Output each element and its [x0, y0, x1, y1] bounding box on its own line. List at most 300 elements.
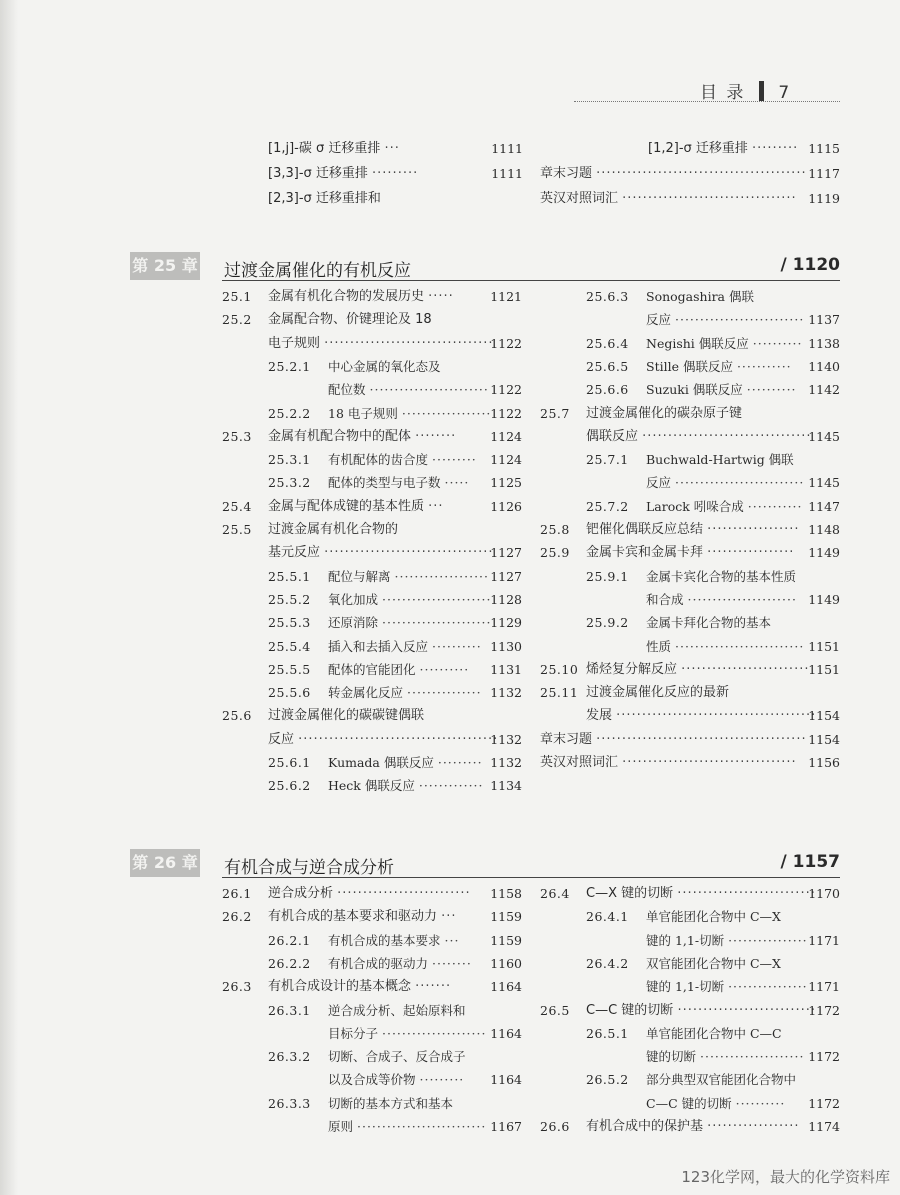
- toc-entry[interactable]: [540, 472, 840, 494]
- toc-entry-title: [646, 566, 796, 588]
- toc-entry-title: [646, 1093, 785, 1115]
- toc-entry-page: 1126: [490, 498, 522, 514]
- toc-entry[interactable]: [540, 403, 840, 425]
- toc-leader-dots: ········: [415, 428, 457, 444]
- toc-entry[interactable]: [540, 659, 840, 681]
- toc-entry-number: 26.1: [222, 886, 252, 901]
- toc-entry[interactable]: [540, 542, 840, 564]
- toc-entry[interactable]: [540, 1000, 840, 1022]
- toc-entry[interactable]: [222, 659, 522, 681]
- toc-entry-page: 1167: [490, 1119, 522, 1134]
- toc-leader-dots: ··································: [622, 191, 797, 206]
- toc-entry[interactable]: [222, 519, 522, 541]
- toc-leader-dots: ···: [384, 141, 400, 156]
- toc-entry-number: 26.3.1: [268, 1002, 311, 1018]
- toc-entry-title: [646, 953, 781, 975]
- toc-entry-title: [268, 542, 494, 564]
- toc-entry-number: 25.9.2: [586, 615, 629, 631]
- toc-leader-dots: ··························: [675, 475, 805, 491]
- toc-entry[interactable]: [540, 1046, 840, 1068]
- toc-entry-number: 25.6.2: [268, 778, 311, 794]
- toc-entry-number: 25.3.2: [268, 475, 311, 491]
- toc-entry[interactable]: [540, 682, 840, 704]
- toc-leader-dots: ·················: [707, 545, 795, 561]
- toc-leader-dots: ·······································: [616, 708, 817, 724]
- toc-entry-page: 1125: [490, 475, 522, 491]
- toc-entry-title-text: 基元反应: [268, 545, 321, 561]
- toc-entry-title: [586, 1116, 798, 1138]
- toc-entry[interactable]: [540, 309, 840, 331]
- toc-entry[interactable]: [540, 188, 840, 210]
- toc-entry-title-text: 单官能团化合物中 C—X: [646, 909, 781, 925]
- toc-leader-dots: ··········: [735, 1095, 786, 1111]
- toc-leader-dots: ················: [728, 932, 808, 948]
- toc-entry-number: 25.1: [222, 289, 252, 304]
- toc-entry-title-text: 还原消除: [328, 615, 379, 631]
- toc-leader-dots: ·································: [642, 428, 812, 444]
- toc-entry-title-text: 逆合成分析: [268, 886, 334, 901]
- toc-leader-dots: ·············: [418, 778, 484, 794]
- toc-entry-title-text: 有机合成中的保护基: [586, 1119, 704, 1134]
- toc-entry-title: [586, 403, 742, 425]
- toc-entry-page: 1164: [490, 1072, 522, 1088]
- toc-entry-title: [646, 449, 794, 471]
- toc-entry-number: 25.6.3: [586, 289, 629, 304]
- toc-entry[interactable]: [222, 356, 522, 378]
- toc-entry-title: [648, 138, 798, 160]
- toc-entry-title-text: 章末习题: [540, 166, 593, 181]
- toc-entry[interactable]: [222, 1023, 522, 1045]
- toc-entry[interactable]: [268, 138, 523, 160]
- toc-entry-title-text: C—C 键的切断: [586, 1002, 674, 1018]
- toc-entry-page: 1171: [808, 979, 840, 995]
- toc-entry-title-text: Larock 吲哚合成: [646, 498, 744, 514]
- toc-entry-page: 1132: [490, 755, 522, 770]
- toc-entry-title: [586, 705, 817, 727]
- toc-entry-number: 26.3.3: [268, 1095, 311, 1111]
- toc-entry-title-text: 键的 1,1-切断: [646, 932, 725, 948]
- toc-leader-dots: ·········: [372, 166, 419, 181]
- toc-entry-title: [328, 566, 489, 588]
- toc-entry-number: 26.2.2: [268, 955, 311, 971]
- toc-entry[interactable]: [540, 1023, 840, 1045]
- toc-entry-number: 25.6.5: [586, 358, 629, 374]
- toc-entry-title: [328, 752, 483, 774]
- toc-entry-title: [328, 1023, 487, 1045]
- toc-entry-title-text: 有机配体的齿合度: [328, 452, 429, 468]
- toc-entry-title-text: 切断、合成子、反合成子: [328, 1049, 466, 1065]
- toc-entry[interactable]: [222, 1046, 522, 1068]
- toc-entry-title: [268, 496, 444, 518]
- toc-leader-dots: ··········: [746, 382, 797, 398]
- toc-entry[interactable]: [222, 682, 522, 704]
- toc-entry-page: 1127: [490, 568, 522, 584]
- toc-leader-dots: ···········: [747, 498, 803, 514]
- toc-entry[interactable]: [222, 906, 522, 928]
- toc-leader-dots: ·························: [681, 661, 810, 677]
- toc-entry-page: 1151: [808, 661, 840, 677]
- toc-leader-dots: ·········································: [596, 166, 807, 181]
- toc-entry-title: [646, 1046, 805, 1068]
- toc-entry[interactable]: [540, 636, 840, 658]
- toc-entry-page: 1122: [490, 405, 522, 421]
- toc-entry-number: 25.3.1: [268, 452, 311, 468]
- toc-leader-dots: ·········: [752, 141, 799, 156]
- toc-entry[interactable]: [222, 976, 522, 998]
- toc-entry-number: 25.8: [540, 522, 570, 537]
- toc-entry[interactable]: [222, 705, 522, 727]
- toc-entry[interactable]: [540, 426, 840, 448]
- toc-entry-title: [328, 1116, 487, 1138]
- toc-entry-title-text: 钯催化偶联反应总结: [586, 522, 704, 537]
- toc-entry-title: [268, 976, 451, 998]
- toc-entry[interactable]: [222, 1093, 522, 1115]
- toc-entry-page: 1172: [808, 1049, 840, 1065]
- toc-entry-title-text: 烯烃复分解反应: [586, 661, 678, 677]
- toc-entry[interactable]: [540, 138, 840, 160]
- toc-entry-title: [328, 1069, 464, 1091]
- toc-entry-title-text: Kumada 偶联反应: [328, 755, 434, 770]
- toc-entry-page: 1122: [490, 382, 522, 398]
- toc-leader-dots: ···: [444, 932, 460, 948]
- toc-entry-title: [646, 286, 754, 308]
- watermark: 123化学网，最大的化学资料库: [681, 1168, 890, 1186]
- toc-entry[interactable]: [540, 953, 840, 975]
- toc-entry-number: 25.5.2: [268, 591, 311, 607]
- toc-entry-title: [268, 286, 454, 308]
- toc-entry-number: 25.2: [222, 312, 252, 328]
- toc-entry-title-text: 金属有机化合物的发展历史: [268, 289, 425, 304]
- toc-entry-title: [586, 682, 729, 704]
- toc-leader-dots: ·········: [432, 452, 477, 468]
- toc-entry-title: [328, 449, 477, 471]
- toc-entry-number: 26.5.2: [586, 1072, 629, 1088]
- toc-leader-dots: ···············: [407, 685, 482, 701]
- toc-entry[interactable]: [222, 286, 522, 308]
- toc-entry[interactable]: [222, 775, 522, 797]
- toc-entry[interactable]: [222, 472, 522, 494]
- toc-entry-number: 25.6.1: [268, 755, 311, 770]
- page-edge-shadow: [0, 0, 18, 1195]
- toc-entry[interactable]: [222, 1000, 522, 1022]
- toc-entry[interactable]: [540, 163, 840, 185]
- toc-entry-number: 26.4.2: [586, 955, 629, 971]
- toc-entry[interactable]: [540, 519, 840, 541]
- toc-entry[interactable]: [540, 589, 840, 611]
- toc-entry-page: 1137: [808, 312, 840, 328]
- toc-entry-title-text: 性质: [646, 638, 672, 654]
- toc-leader-dots: ························: [369, 382, 489, 398]
- toc-entry-title-text: Suzuki 偶联反应: [646, 382, 743, 398]
- toc-leader-dots: ······················: [687, 591, 797, 607]
- toc-entry-title-text: 金属卡拜化合物的基本: [646, 615, 772, 631]
- toc-entry-title-text: 有机合成的基本要求和驱动力: [268, 909, 438, 925]
- toc-entry[interactable]: [222, 449, 522, 471]
- toc-entry-title-text: 金属配合物、价键理论及 18: [268, 312, 432, 328]
- toc-entry[interactable]: [540, 1116, 840, 1138]
- toc-entry-page: 1172: [808, 1095, 840, 1111]
- toc-entry-title-text: 键的切断: [646, 1049, 697, 1065]
- toc-entry-title-text: Buchwald-Hartwig 偶联: [646, 452, 794, 468]
- toc-entry-page: 1132: [490, 731, 522, 747]
- toc-entry-title: [268, 188, 381, 210]
- toc-entry-title-text: 有机合成的基本要求: [328, 932, 441, 948]
- toc-leader-dots: ·····················: [382, 1025, 487, 1041]
- toc-entry-number: 26.5.1: [586, 1025, 629, 1041]
- toc-entry[interactable]: [222, 496, 522, 518]
- toc-entry[interactable]: [222, 403, 522, 425]
- toc-entry[interactable]: [540, 1093, 840, 1115]
- chapter-title: 有机合成与逆合成分析: [224, 858, 394, 878]
- toc-entry-title-text: C—C 键的切断: [646, 1095, 732, 1111]
- toc-entry-title-text: 切断的基本方式和基本: [328, 1095, 454, 1111]
- toc-entry[interactable]: [540, 976, 840, 998]
- toc-entry-title-text: 英汉对照词汇: [540, 755, 619, 770]
- toc-entry-title-text: 反应: [646, 475, 672, 491]
- toc-entry-title-text: [2,3]-σ 迁移重排和: [268, 191, 381, 206]
- toc-entry-title: [268, 138, 400, 160]
- toc-entry-title-text: [1,j]-碳 σ 迁移重排: [268, 141, 381, 156]
- toc-entry[interactable]: [222, 930, 522, 952]
- toc-leader-dots: ·······: [415, 979, 452, 995]
- toc-entry-number: 25.5.6: [268, 685, 311, 701]
- toc-entry-title: [328, 1000, 466, 1022]
- chapter-rule: [222, 877, 840, 878]
- toc-entry-title: [328, 1093, 453, 1115]
- toc-entry-page: 1111: [491, 141, 523, 156]
- toc-entry[interactable]: [222, 612, 522, 634]
- toc-entry-number: 25.7: [540, 405, 570, 421]
- toc-entry-title: [586, 542, 794, 564]
- toc-entry-title-text: 金属卡宾化合物的基本性质: [646, 568, 797, 584]
- toc-entry[interactable]: [540, 379, 840, 401]
- toc-entry-title-text: 18 电子规则: [328, 405, 398, 421]
- toc-entry[interactable]: [222, 333, 522, 355]
- toc-entry-title: [586, 426, 812, 448]
- toc-entry-title-text: C—X 键的切断: [586, 886, 674, 901]
- toc-entry-title-text: 英汉对照词汇: [540, 191, 619, 206]
- toc-entry-title: [328, 682, 480, 704]
- toc-entry-title-text: 中心金属的氧化态及: [328, 358, 441, 374]
- toc-entry-page: 1151: [808, 638, 840, 654]
- toc-entry-title: [540, 729, 807, 751]
- toc-entry-number: 25.6: [222, 708, 252, 724]
- toc-entry-title-text: 和合成: [646, 591, 684, 607]
- toc-entry-number: 25.5.1: [268, 568, 311, 584]
- chapter-title: 过渡金属催化的有机反应: [224, 261, 411, 281]
- toc-entry-number: 25.5: [222, 522, 252, 537]
- toc-leader-dots: ················: [728, 979, 808, 995]
- toc-entry-title-text: Sonogashira 偶联: [646, 289, 754, 304]
- toc-entry[interactable]: [540, 496, 840, 518]
- toc-entry[interactable]: [222, 309, 522, 331]
- toc-entry-number: 25.11: [540, 685, 579, 701]
- toc-entry-number: 26.3.2: [268, 1049, 311, 1065]
- toc-leader-dots: ·····················: [700, 1049, 805, 1065]
- toc-entry[interactable]: [222, 542, 522, 564]
- toc-entry-page: 1140: [808, 358, 840, 374]
- running-head: [700, 78, 791, 103]
- toc-entry-number: 25.5.3: [268, 615, 311, 631]
- toc-entry-number: 26.4.1: [586, 909, 629, 925]
- toc-entry[interactable]: [222, 752, 522, 774]
- toc-entry-title-text: 章末习题: [540, 731, 593, 747]
- toc-leader-dots: ·········: [437, 755, 483, 770]
- toc-entry-title: [268, 705, 424, 727]
- toc-leader-dots: ···: [441, 909, 457, 925]
- toc-entry-title: [646, 976, 808, 998]
- toc-entry-page: 1174: [808, 1119, 840, 1134]
- toc-entry-page: 1122: [490, 335, 522, 351]
- toc-entry-page: 1154: [808, 708, 840, 724]
- toc-entry-page: 1121: [490, 289, 522, 304]
- running-head-rule: [574, 101, 840, 102]
- toc-entry-page: 1171: [808, 932, 840, 948]
- toc-entry[interactable]: [540, 930, 840, 952]
- toc-leader-dots: ··································: [622, 755, 797, 770]
- toc-entry[interactable]: [540, 356, 840, 378]
- toc-entry[interactable]: [222, 426, 522, 448]
- toc-entry-number: 26.4: [540, 886, 570, 901]
- toc-entry-page: 1142: [808, 382, 840, 398]
- toc-entry[interactable]: [222, 589, 522, 611]
- toc-leader-dots: ··························: [675, 638, 805, 654]
- toc-entry-number: 26.2.1: [268, 932, 311, 948]
- toc-entry[interactable]: [222, 1116, 522, 1138]
- toc-entry-title-text: [3,3]-σ 迁移重排: [268, 166, 368, 181]
- toc-entry-title: [586, 659, 810, 681]
- toc-entry[interactable]: [540, 906, 840, 928]
- toc-leader-dots: ······················: [382, 591, 492, 607]
- toc-entry-title: [646, 379, 797, 401]
- toc-entry[interactable]: [540, 705, 840, 727]
- toc-entry[interactable]: [222, 729, 522, 751]
- toc-entry[interactable]: [268, 163, 523, 185]
- toc-leader-dots: ·····: [428, 289, 454, 304]
- chapter-page: / 1120: [780, 255, 840, 275]
- toc-entry[interactable]: [540, 333, 840, 355]
- toc-entry-title: [646, 636, 805, 658]
- toc-entry-title-text: 逆合成分析、起始原料和: [328, 1002, 466, 1018]
- toc-entry-title-text: 双官能团化合物中 C—X: [646, 955, 781, 971]
- toc-entry-title: [646, 1069, 796, 1091]
- toc-entry-title-text: Heck 偶联反应: [328, 778, 415, 794]
- toc-leader-dots: ·································: [324, 545, 494, 561]
- toc-entry[interactable]: [540, 1069, 840, 1091]
- toc-entry-title-text: 金属卡宾和金属卡拜: [586, 545, 704, 561]
- toc-entry-title: [646, 589, 797, 611]
- toc-entry-title-text: 原则: [328, 1119, 354, 1134]
- chapter-badge: 第 26 章: [130, 849, 200, 877]
- toc-leader-dots: ·····: [444, 475, 470, 491]
- toc-entry-title-text: 目标分子: [328, 1025, 379, 1041]
- toc-entry-page: 1138: [808, 335, 840, 351]
- toc-entry-title: [328, 379, 489, 401]
- toc-entry[interactable]: [222, 566, 522, 588]
- toc-entry-title-text: 有机合成设计的基本概念: [268, 979, 412, 995]
- toc-leader-dots: ··················: [707, 1119, 800, 1134]
- toc-entry-title: [646, 333, 803, 355]
- toc-entry-page: 1159: [490, 932, 522, 948]
- toc-entry-title-text: 反应: [268, 731, 295, 747]
- toc-entry[interactable]: [540, 449, 840, 471]
- toc-entry-page: 1149: [808, 591, 840, 607]
- toc-entry[interactable]: [222, 1069, 522, 1091]
- toc-entry-title-text: 电子规则: [268, 335, 321, 351]
- toc-entry-title: [586, 1000, 817, 1022]
- toc-entry-title-text: 偶联反应: [586, 428, 639, 444]
- toc-entry-title: [540, 188, 797, 210]
- toc-entry-title-text: 过渡金属催化的碳碳键偶联: [268, 708, 425, 724]
- toc-entry-title: [646, 356, 792, 378]
- toc-entry-page: 1132: [490, 685, 522, 701]
- toc-entry-title: [646, 930, 808, 952]
- toc-entry-title-text: 过渡金属催化反应的最新: [586, 685, 730, 701]
- toc-entry[interactable]: [222, 953, 522, 975]
- toc-leader-dots: ··········: [419, 661, 470, 677]
- toc-entry-page: 1156: [808, 755, 840, 770]
- toc-entry-title: [328, 659, 469, 681]
- toc-entry-title-text: 氧化加成: [328, 591, 379, 607]
- toc-entry-title: [268, 729, 499, 751]
- toc-entry[interactable]: [222, 636, 522, 658]
- chapter-25-header: [130, 252, 840, 280]
- toc-entry-page: 1148: [808, 522, 840, 537]
- toc-entry-title-text: 键的 1,1-切断: [646, 979, 725, 995]
- toc-entry-title: [328, 1046, 466, 1068]
- toc-entry-title-text: 反应: [646, 312, 672, 328]
- toc-entry[interactable]: [540, 286, 840, 308]
- toc-entry-page: 1172: [808, 1002, 840, 1018]
- toc-entry-number: 25.7.2: [586, 498, 629, 514]
- toc-leader-dots: ···: [428, 498, 444, 514]
- toc-entry-title: [646, 496, 803, 518]
- toc-entry-number: 25.5.4: [268, 638, 311, 654]
- toc-entry-title: [268, 426, 456, 448]
- toc-entry-number: 25.2.1: [268, 358, 311, 374]
- toc-entry[interactable]: [540, 612, 840, 634]
- toc-entry-title: [540, 163, 807, 185]
- toc-entry-title: [328, 636, 480, 658]
- toc-entry-title: [268, 906, 457, 928]
- toc-entry-page: 1159: [490, 909, 522, 925]
- toc-entry-title: [268, 309, 432, 331]
- toc-entry-page: 1127: [490, 545, 522, 561]
- toc-entry-number: 25.9.1: [586, 568, 629, 584]
- toc-entry-number: 25.10: [540, 661, 579, 677]
- toc-entry-title-text: 配体的类型与电子数: [328, 475, 441, 491]
- running-head-label: 目 录: [700, 83, 746, 103]
- toc-entry-title: [268, 163, 418, 185]
- toc-entry-page: 1164: [490, 979, 522, 995]
- toc-entry[interactable]: [222, 379, 522, 401]
- toc-leader-dots: ··························: [357, 1119, 487, 1134]
- toc-entry[interactable]: [540, 883, 840, 905]
- toc-entry[interactable]: [540, 729, 840, 751]
- toc-entry-title: [268, 519, 398, 541]
- chapter-badge: 第 25 章: [130, 252, 200, 280]
- toc-entry-title: [268, 883, 471, 905]
- toc-entry-title: [586, 883, 816, 905]
- toc-entry-number: 25.4: [222, 498, 252, 514]
- toc-leader-dots: ···························: [677, 886, 816, 901]
- toc-entry[interactable]: [540, 566, 840, 588]
- toc-entry[interactable]: [268, 188, 523, 210]
- toc-entry[interactable]: [222, 883, 522, 905]
- toc-leader-dots: ···························: [677, 1002, 817, 1018]
- toc-entry[interactable]: [540, 752, 840, 774]
- toc-leader-dots: ·································: [324, 335, 494, 351]
